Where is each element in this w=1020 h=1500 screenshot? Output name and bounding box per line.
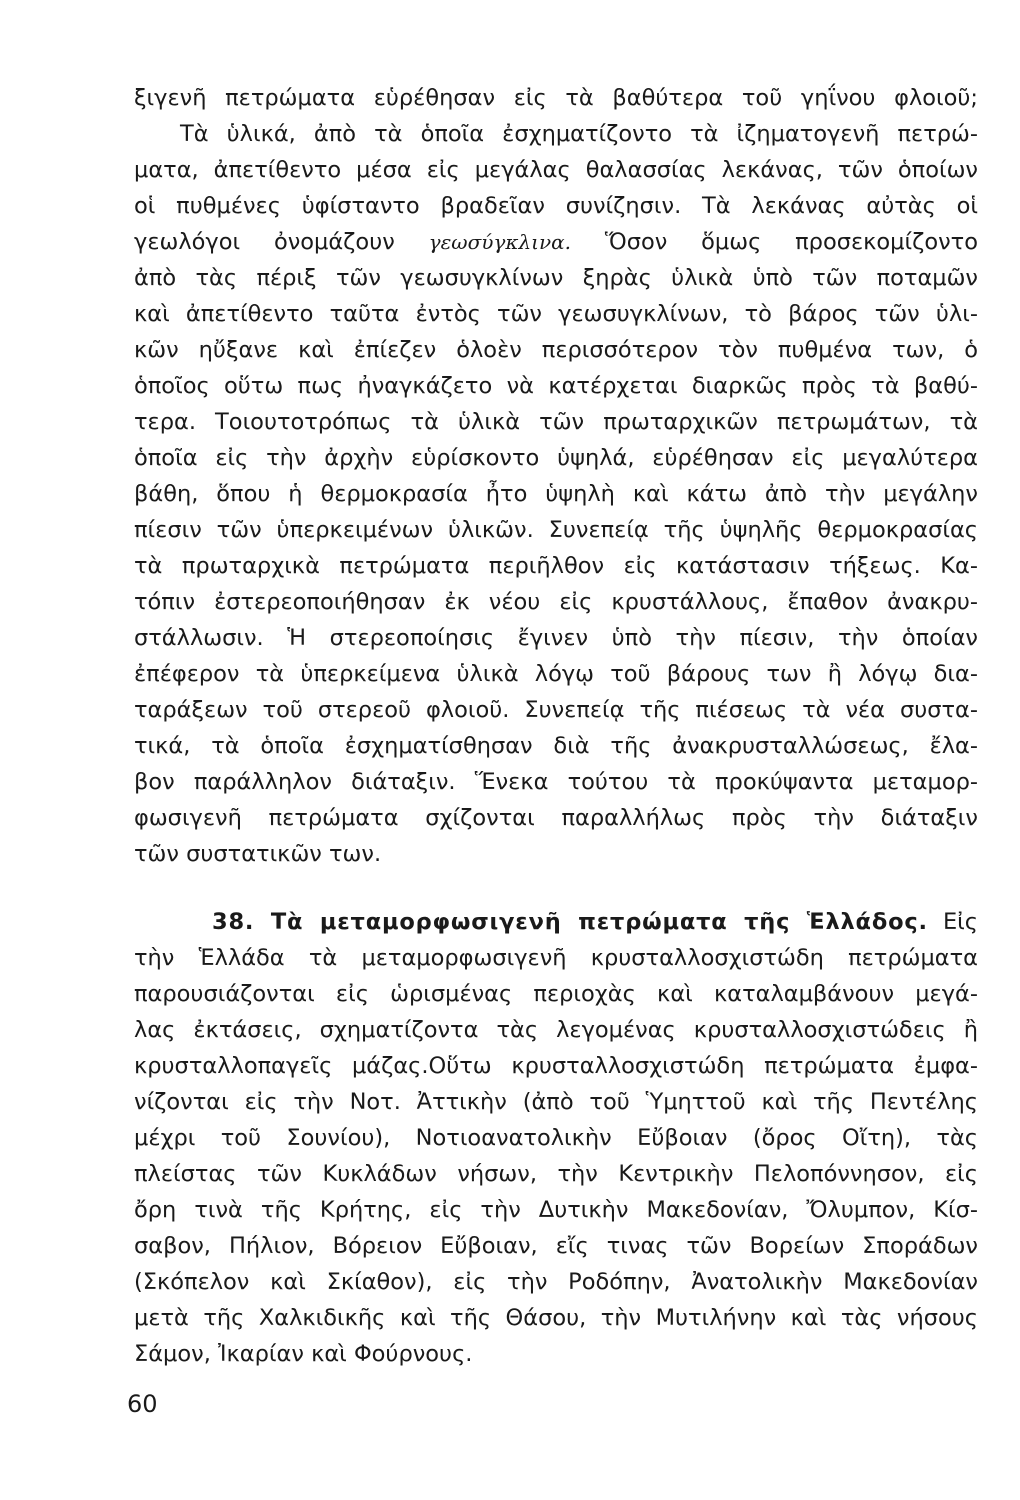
text-line: βάθη, ὅπου ἡ θερμοκρασία ἦτο ὑψηλὴ καὶ κάτω ἀπὸ τὴν μεγάλην [134,481,978,507]
text-line: οἱ πυθμένες ὑφίσταντο βραδεῖαν συνίζησιν. Τὰ λεκάνας αὐτὰς οἱ [134,193,978,219]
text-line: νίζονται εἰς τὴν Νοτ. Ἀττικὴν (ἀπὸ τοῦ Ὑμηττοῦ καὶ τῆς Πεντέλης [134,1089,978,1115]
text-line: καὶ ἀπετίθεντο ταῦτα ἐντὸς τῶν γεωσυγκλίνων, τὸ βάρος τῶν ὑλι- [134,301,978,327]
book-page [134,0,978,1500]
text-line: λας ἐκτάσεις, σχηματίζοντα τὰς λεγομένας κρυσταλλοσχιστώδεις ἢ [134,1017,978,1043]
text-line: τερα. Τοιουτοτρόπως τὰ ὑλικὰ τῶν πρωταρχικῶν πετρωμάτων, τὰ [134,409,978,435]
section-heading-line [134,902,978,942]
text-line [134,114,978,154]
text-line-content: Τὰ ὑλικά, ἀπὸ τὰ ὁποῖα ἐσχηματίζοντο τὰ ἰζηματογενῆ πετρώ- [180,121,978,147]
text-fragment: Εἰς [942,909,978,935]
text-fragment: γεωλόγοι ὀνομάζουν [134,229,395,255]
text-line [134,222,978,262]
text-line: τὰ πρωταρχικὰ πετρώματα περιῆλθον εἰς κατάστασιν τήξεως. Κα- [134,553,978,579]
text-line: παρουσιάζονται εἰς ὡρισμένας περιοχὰς καὶ καταλαμβάνουν μεγά- [134,981,978,1007]
text-line: (Σκόπελον καὶ Σκίαθον), εἰς τὴν Ροδόπην, Ἀνατολικὴν Μακεδονίαν [134,1269,978,1295]
text-line: βον παράλληλον διάταξιν. Ἕνεκα τούτου τὰ προκύψαντα μεταμορ- [134,769,978,795]
text-line: σαβον, Πήλιον, Βόρειον Εὔβοιαν, εἴς τινας τῶν Βορείων Σποράδων [134,1233,978,1259]
text-line: ἐπέφερον τὰ ὑπερκείμενα ὑλικὰ λόγῳ τοῦ βάρους των ἢ λόγῳ δια- [134,661,978,687]
text-line: φωσιγενῆ πετρώματα σχίζονται παραλλήλως πρὸς τὴν διάταξιν [134,805,978,831]
text-line: μετὰ τῆς Χαλκιδικῆς καὶ τῆς Θάσου, τὴν Μυτιλήνην καὶ τὰς νήσους [134,1305,978,1331]
text-line: τῶν συστατικῶν των. [134,841,382,867]
text-line: ματα, ἀπετίθεντο μέσα εἰς μεγάλας θαλασσίας λεκάνας, τῶν ὁποίων [134,157,978,183]
text-line: ὄρη τινὰ τῆς Κρήτης, εἰς τὴν Δυτικὴν Μακεδονίαν, Ὄλυμπον, Κίσ- [134,1197,978,1223]
page-number: 60 [127,1390,158,1418]
text-line: ὁποῖος οὕτω πως ἠναγκάζετο νὰ κατέρχεται διαρκῶς πρὸς τὰ βαθύ- [134,373,978,399]
text-line: πλείστας τῶν Κυκλάδων νήσων, τὴν Κεντρικὴν Πελοπόννησον, εἰς [134,1161,978,1187]
italic-term: γεωσύγκλινα. [428,230,572,254]
text-fragment: Ὅσον ὅμως προσεκομίζοντο [604,229,978,255]
text-line: στάλλωσιν. Ἡ στερεοποίησις ἔγινεν ὑπὸ τὴν πίεσιν, τὴν ὁποίαν [134,625,978,651]
text-line: τὴν Ἑλλάδα τὰ μεταμορφωσιγενῆ κρυσταλλοσχιστώδη πετρώματα [134,945,978,971]
text-line: Σάμον, Ἰκαρίαν καὶ Φούρνους. [134,1341,473,1367]
text-line: ἀπὸ τὰς πέριξ τῶν γεωσυγκλίνων ξηρὰς ὑλικὰ ὑπὸ τῶν ποταμῶν [134,265,978,291]
text-line: ξιγενῆ πετρώματα εὑρέθησαν εἰς τὰ βαθύτερα τοῦ γηΐνου φλοιοῦ; [134,85,978,111]
text-line: ταράξεων τοῦ στερεοῦ φλοιοῦ. Συνεπείᾳ τῆς πιέσεως τὰ νέα συστα- [134,697,978,723]
text-line: μέχρι τοῦ Σουνίου), Νοτιοανατολικὴν Εὔβοιαν (ὄρος Οἴτη), τὰς [134,1125,978,1151]
text-line: τόπιν ἐστερεοποιήθησαν ἐκ νέου εἰς κρυστάλλους, ἔπαθον ἀνακρυ- [134,589,978,615]
section-heading: 38. Τὰ μεταμορφωσιγενῆ πετρώματα τῆς Ἑλλάδος. [212,909,928,935]
text-line: κῶν ηὔξανε καὶ ἐπίεζεν ὁλοὲν περισσότερον τὸν πυθμένα των, ὁ [134,337,978,363]
text-line: πίεσιν τῶν ὑπερκειμένων ὑλικῶν. Συνεπείᾳ τῆς ὑψηλῆς θερμοκρασίας [134,517,978,543]
text-line: τικά, τὰ ὁποῖα ἐσχηματίσθησαν διὰ τῆς ἀνακρυσταλλώσεως, ἔλα- [134,733,978,759]
text-line: ὁποῖα εἰς τὴν ἀρχὴν εὑρίσκοντο ὑψηλά, εὑρέθησαν εἰς μεγαλύτερα [134,445,978,471]
text-line: κρυσταλλοπαγεῖς μάζας.Οὕτω κρυσταλλοσχιστώδη πετρώματα ἐμφα- [134,1053,978,1079]
